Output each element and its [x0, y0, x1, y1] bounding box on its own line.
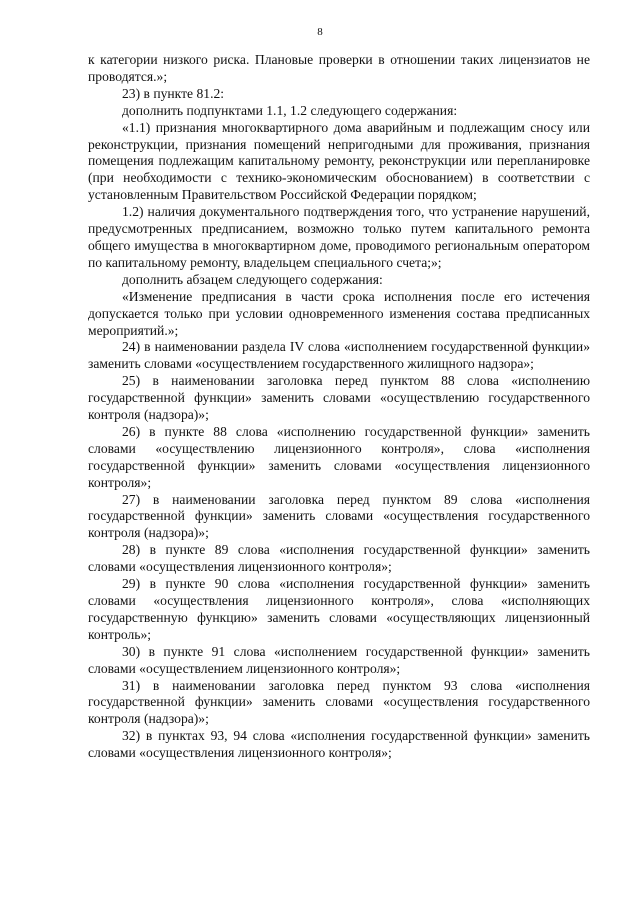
paragraph: дополнить подпунктами 1.1, 1.2 следующего содержания: [122, 102, 458, 118]
paragraph: 26) в пункте 88 слова «исполнению государственной функции» заменить словами «осуществлению лицензионного контроля», слова «исполнения государственной функции» заменить словами «осуществления лицензионного контроля»; [88, 423, 590, 490]
paragraph: «1.1) признания многоквартирного дома аварийным и подлежащим сносу или реконструкции, признания помещений непригодными для проживания, признания помещения подлежащим капитальному ремонту, реконструкции или перепланировке (при необходимости с технико-экономическим обоснованием) в соответствии с установленным Правительством Российской Федерации порядком; [88, 119, 590, 203]
page-number: 8 [317, 26, 323, 38]
paragraph: 25) в наименовании заголовка перед пунктом 88 слова «исполнению государственной функции» заменить словами «осуществлению государственного контроля (надзора)»; [88, 373, 590, 423]
paragraph: «Изменение предписания в части срока исполнения после его истечения допускается только при условии одновременного изменения состава предписанных мероприятий.»; [88, 288, 590, 338]
paragraph: дополнить абзацем следующего содержания: [122, 271, 383, 287]
document-body [88, 52, 590, 762]
paragraph: 32) в пунктах 93, 94 слова «исполнения государственной функции» заменить словами «осуществления лицензионного контроля»; [88, 728, 590, 761]
paragraph: 27) в наименовании заголовка перед пунктом 89 слова «исполнения государственной функции» заменить словами «осуществления государственного контроля (надзора)»; [88, 491, 590, 541]
paragraph: 30) в пункте 91 слова «исполнением государственной функции» заменить словами «осуществлением лицензионного контроля»; [88, 643, 590, 676]
paragraph: 28) в пункте 89 слова «исполнения государственной функции» заменить словами «осуществления лицензионного контроля»; [88, 542, 590, 575]
paragraph: 24) в наименовании раздела IV слова «исполнением государственной функции» заменить словами «осуществлением государственного жилищного надзора»; [88, 339, 590, 372]
paragraph: 23) в пункте 81.2: [122, 85, 225, 101]
paragraph: 1.2) наличия документального подтверждения того, что устранение нарушений, предусмотренных предписанием, возможно только путем капитального ремонта общего имущества в многоквартирном доме, проводимого региональным оператором по капитальному ремонту, владельцем специального счета;»; [88, 204, 590, 270]
paragraph: к категории низкого риска. Плановые проверки в отношении таких лицензиатов не проводятся.»; [88, 52, 590, 84]
paragraph: 31) в наименовании заголовка перед пунктом 93 слова «исполнения государственной функции» заменить словами «осуществления государственного контроля (надзора)»; [88, 677, 590, 727]
paragraph: 29) в пункте 90 слова «исполнения государственной функции» заменить словами «осуществления лицензионного контроля», слова «исполняющих государственную функцию» заменить словами «осуществляющих лицензионный контроль»; [88, 576, 590, 642]
